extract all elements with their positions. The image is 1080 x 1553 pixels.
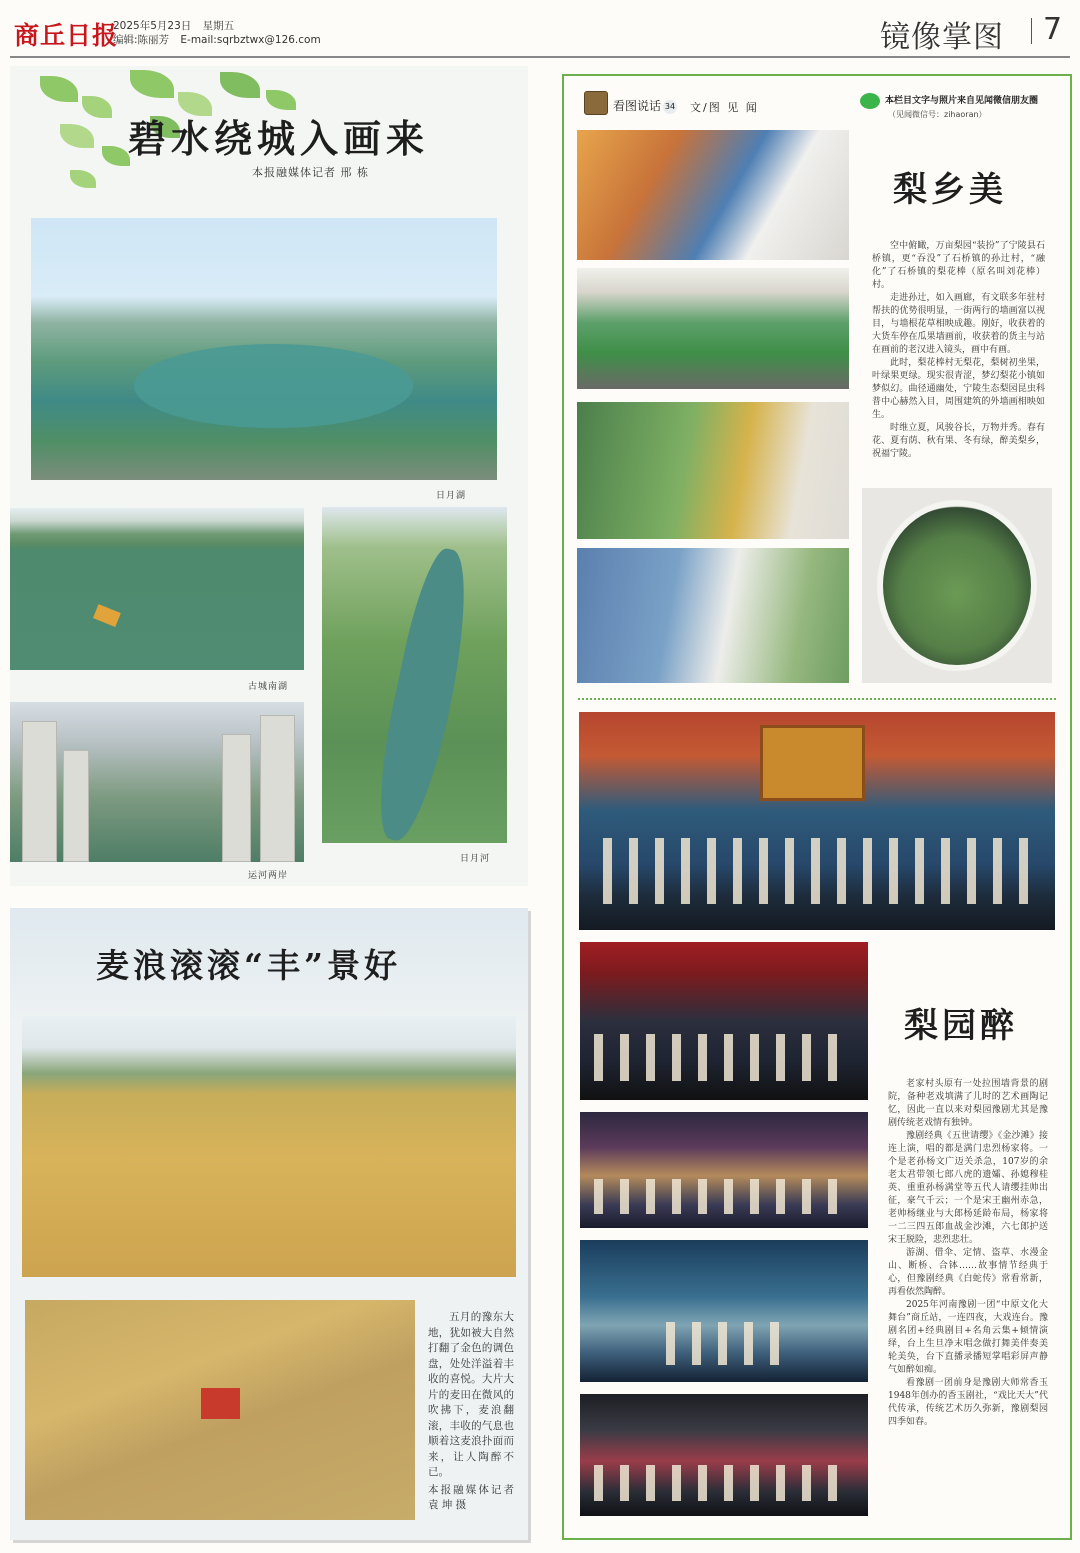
column-wechat-id: （见闻微信号：zihaoran）: [888, 110, 987, 119]
south-lake-photo: [10, 508, 304, 670]
opera-stage-photo-1: [579, 712, 1055, 930]
mural-photo-2: [577, 268, 849, 389]
feature-water-title: 碧水绕城入画来: [128, 116, 430, 161]
section-divider: [1031, 18, 1032, 44]
canal-caption: 运河两岸: [248, 871, 289, 881]
opera-stage-photo-3: [580, 1112, 868, 1228]
story-pear-paragraph: 时维立夏，风骏谷长，万物并秀。春有花、夏有荫、秋有果、冬有绿，醉美梨乡，祝福宁陵。: [872, 423, 1045, 459]
story-opera-paragraph: 老家村头原有一处拉围墙背景的剧院，备种老戏填满了儿时的艺术画陶记忆，因此一直以来对梨园豫剧尤其是豫剧传统老戏情有独钟。: [888, 1079, 1048, 1128]
mural-photo-4: [577, 548, 849, 683]
wheat-field-photo: [22, 1016, 516, 1277]
column-byline: 文/图 见 闻: [690, 101, 759, 114]
mural-photo-1: [577, 130, 849, 260]
story-opera-article: [888, 1078, 1048, 1429]
wheat-paragraph: 五月的豫东大地，犹如被大自然打翻了金色的调色盘，处处洋溢着丰收的喜悦。大片大片的麦田在微风的吹拂下，麦浪翻滚，丰收的气息也顺着这麦浪扑面而来，让人陶醉不已。: [428, 1311, 514, 1478]
opera-stage-photo-5: [580, 1394, 868, 1516]
story-opera-title: 梨园醉: [904, 1006, 1018, 1046]
feature-wheat-title: 麦浪滚滚“丰”景好: [96, 946, 401, 985]
story-opera-paragraph: 2025年河南豫剧一团“中原文化大舞台”商丘站，一连四夜，大戏连台。豫剧名团+经典剧目+名角云集+倾情演绎，台上生旦净末唱念做打舞美伴奏美轮美奂，台下直播录播短掌唱彩屏声静气如醉如痴。: [888, 1300, 1048, 1375]
story-divider: [578, 698, 1056, 700]
canal-photo: [10, 702, 304, 862]
editor-email: E-mail:sqrbztwx@126.com: [180, 34, 321, 46]
opera-stage-photo-4: [580, 1240, 868, 1382]
author-avatar: [584, 91, 608, 115]
issue-date: 2025年5月23日: [113, 20, 192, 32]
story-opera-paragraph: 看豫剧一团前身是豫剧大师常香玉1948年创办的香玉剧社，“戏比天大”代代传承，传统艺术历久弥新，豫剧梨园四季如春。: [888, 1378, 1048, 1427]
story-pear-paragraph: 空中俯瞰，万亩梨园“装扮”了宁陵县石桥镇，更“吞没”了石桥镇的孙辻村，“融化”了石桥镇的梨花棒（原名叫刘花棒）村。: [872, 241, 1045, 290]
column-label: 看图说话: [613, 99, 662, 113]
river-aerial-photo: [322, 507, 507, 843]
section-title: 镜像掌图: [880, 20, 1004, 55]
column-source-note: 本栏目文字与照片来自见闻微信朋友圈: [885, 96, 1039, 106]
story-opera-paragraph: 豫剧经典《五世请缨》《金沙滩》接连上演，唱的都是满门忠烈杨家将。一个是老孙杨文广迈关杀急，107岁的余老太君带领七郎八虎的遗孀、孙媳穆桂英、重重孙杨满堂等五代人请缨挂帅出征，豪气千云；一个是宋王幽州赤急，老帅杨继业与大郎杨延龄布局，杨家将一二三四五郎血战金沙滩，六七郎护送宋王脱险，悲烈悲壮。: [888, 1131, 1048, 1245]
mural-photo-3: [577, 402, 849, 539]
wechat-icon: [860, 93, 880, 109]
round-window-photo: [862, 488, 1052, 683]
harvest-photo: [25, 1300, 415, 1520]
newspaper-logo: 商丘日报: [14, 21, 119, 50]
lake-aerial-photo: [31, 218, 497, 480]
river-caption: 日月河: [460, 854, 491, 864]
story-opera-paragraph: 游湖、借伞、定情、盗草、水漫金山、断桥、合钵……故事情节经典于心，但豫剧经典《白蛇传》常看常新，再看依然陶醉。: [888, 1248, 1048, 1297]
story-pear-paragraph: 走进孙辻，如入画廊，有文联多年驻村帮扶的优势很明显，一街两行的墙画富以视目，与墙根花草相映成趣。刚好，收获着的大货车停在瓜果墙画前，收获着的货主与站在画前的老汉进入镜头，画中有画。: [872, 293, 1045, 355]
column-number: 34: [663, 100, 677, 114]
south-lake-caption: 古城南湖: [248, 682, 289, 692]
opera-stage-photo-2: [580, 942, 868, 1100]
lake-caption: 日月湖: [436, 491, 467, 501]
story-pear-title: 梨乡美: [893, 170, 1007, 210]
column-name: [613, 97, 677, 114]
editor-name: 编辑:陈丽芳: [113, 34, 170, 46]
feature-water-byline: 本报融媒体记者 邢 栋: [252, 166, 369, 179]
issue-meta: [113, 19, 329, 47]
page-number: 7: [1043, 12, 1063, 47]
masthead: [0, 0, 1080, 60]
wheat-article: [428, 1310, 514, 1514]
issue-weekday: 星期五: [202, 20, 235, 32]
wheat-byline: 本报融媒体记者 袁 坤 摄: [428, 1483, 514, 1511]
story-pear-paragraph: 此时，梨花棒村无梨花，梨树初坐果，叶绿果更绿。现实很青涩，梦幻梨花小镇如梦似幻。曲径通幽处，宁陵生态梨园昆虫科普中心赫然入目，周围建筑的外墙画相映如生。: [872, 358, 1045, 420]
story-pear-article: [872, 240, 1045, 461]
header-rule: [10, 56, 1070, 58]
